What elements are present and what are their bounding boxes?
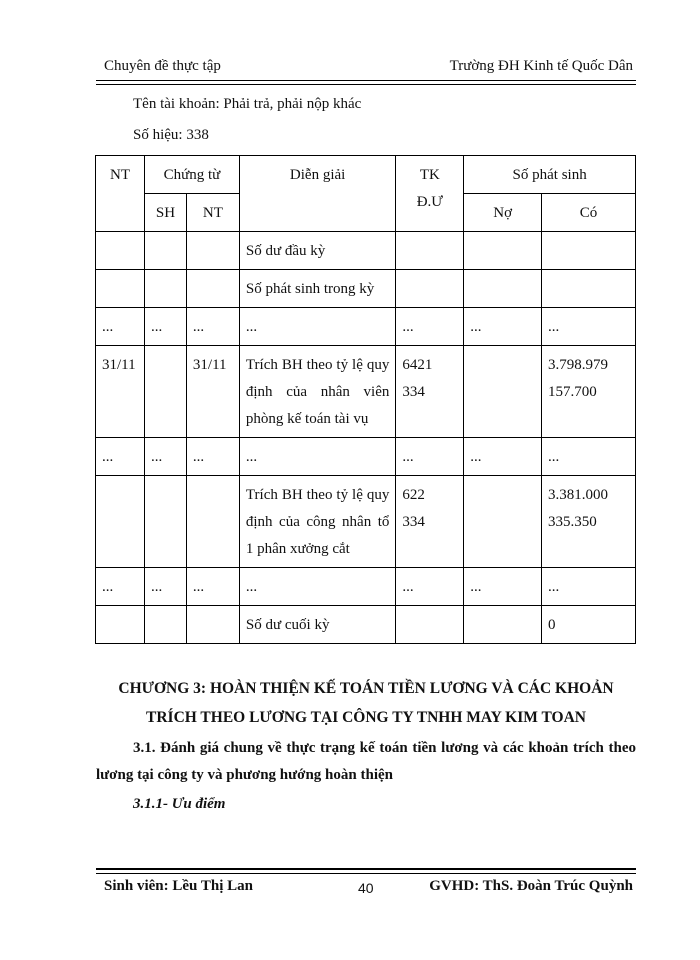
cell-nt2: ...: [186, 568, 239, 606]
cell-sh: [144, 476, 186, 568]
cell-sh: ...: [144, 308, 186, 346]
footer-rule-thin: [96, 873, 636, 874]
cell-tk-line2: 334: [402, 384, 425, 400]
cell-dien-giai: Số phát sinh trong kỳ: [239, 270, 395, 308]
cell-nt2: 31/11: [186, 346, 239, 438]
table-row: [96, 476, 636, 568]
table-row: [96, 568, 636, 606]
header-right-title: Trường ĐH Kinh tế Quốc Dân: [449, 58, 633, 74]
cell-sh: [144, 232, 186, 270]
cell-nt2: [186, 232, 239, 270]
cell-no: ...: [464, 308, 542, 346]
cell-nt: 31/11: [96, 346, 145, 438]
cell-tk-line1: 622: [402, 487, 425, 503]
cell-nt: [96, 476, 145, 568]
cell-co: [542, 232, 636, 270]
cell-tk: ...: [396, 438, 464, 476]
cell-dien-giai: Trích BH theo tỷ lệ quy định của công nhân tổ 1 phân xưởng cắt: [239, 476, 395, 568]
cell-dien-giai: ...: [239, 438, 395, 476]
cell-co: ...: [542, 308, 636, 346]
header-rule: [96, 80, 636, 81]
chapter-title-line1: CHƯƠNG 3: HOÀN THIỆN KẾ TOÁN TIỀN LƯƠNG VÀ CÁC KHOẢN: [118, 680, 614, 697]
cell-nt: [96, 270, 145, 308]
cell-no: [464, 346, 542, 438]
cell-nt: ...: [96, 308, 145, 346]
cell-tk-line1: 6421: [402, 357, 433, 373]
cell-co: ...: [542, 438, 636, 476]
account-code: Số hiệu: 338: [133, 127, 209, 143]
subsection-heading: 3.1.1- Ưu điểm: [133, 796, 226, 812]
cell-tk: [396, 346, 464, 438]
footer-advisor: GVHD: ThS. Đoàn Trúc Quỳnh: [429, 878, 633, 894]
col-header-nt: NT: [96, 156, 145, 232]
col-header-co: Có: [542, 194, 636, 232]
footer-student: Sinh viên: Lều Thị Lan: [104, 878, 253, 894]
cell-sh: ...: [144, 438, 186, 476]
cell-dien-giai: ...: [239, 308, 395, 346]
cell-co: [542, 346, 636, 438]
header-rule-thin: [96, 84, 636, 85]
cell-nt: [96, 232, 145, 270]
cell-dien-giai: Trích BH theo tỷ lệ quy định của nhân viên phòng kế toán tài vụ: [239, 346, 395, 438]
cell-co: [542, 476, 636, 568]
cell-co-line2: 335.350: [548, 514, 597, 530]
cell-tk: ...: [396, 308, 464, 346]
cell-no: ...: [464, 568, 542, 606]
table-row: [96, 270, 636, 308]
cell-nt2: [186, 606, 239, 644]
col-header-chung-tu: Chứng từ: [144, 156, 239, 194]
col-header-sh: SH: [144, 194, 186, 232]
cell-sh: [144, 270, 186, 308]
cell-nt: [96, 606, 145, 644]
cell-nt2: [186, 270, 239, 308]
account-name: Tên tài khoản: Phải trả, phải nộp khác: [133, 96, 362, 112]
cell-tk: ...: [396, 568, 464, 606]
col-header-tk: TK Đ.Ư: [396, 156, 464, 232]
cell-sh: [144, 606, 186, 644]
cell-tk-line2: 334: [402, 514, 425, 530]
cell-no: [464, 476, 542, 568]
col-header-so-phat-sinh: Số phát sinh: [464, 156, 636, 194]
chapter-title-line2: TRÍCH THEO LƯƠNG TẠI CÔNG TY TNHH MAY KIM TOAN: [146, 709, 586, 726]
cell-nt2: ...: [186, 438, 239, 476]
table-row: [96, 232, 636, 270]
cell-sh: [144, 346, 186, 438]
ledger-table: [95, 155, 636, 644]
cell-co: 0: [542, 606, 636, 644]
table-row: [96, 606, 636, 644]
cell-tk: [396, 476, 464, 568]
cell-no: ...: [464, 438, 542, 476]
cell-nt: ...: [96, 568, 145, 606]
cell-dien-giai: Số dư cuối kỳ: [239, 606, 395, 644]
cell-tk: [396, 606, 464, 644]
col-header-dien-giai: Diễn giải: [239, 156, 395, 232]
cell-tk: [396, 232, 464, 270]
cell-co: [542, 270, 636, 308]
table-row: [96, 438, 636, 476]
cell-co-line1: 3.381.000: [548, 487, 609, 503]
cell-no: [464, 606, 542, 644]
section-heading: 3.1. Đánh giá chung về thực trạng kế toán tiền lương và các khoản trích theo lương tại công ty và phương hướng hoàn thiện: [96, 740, 636, 783]
cell-nt2: [186, 476, 239, 568]
header-left-title: Chuyên đề thực tập: [104, 58, 221, 74]
col-header-no: Nợ: [464, 194, 542, 232]
cell-nt: ...: [96, 438, 145, 476]
cell-co-line1: 3.798.979: [548, 357, 609, 373]
footer-rule: [96, 868, 636, 870]
cell-no: [464, 232, 542, 270]
col-header-nt2: NT: [186, 194, 239, 232]
cell-tk: [396, 270, 464, 308]
cell-nt2: ...: [186, 308, 239, 346]
table-row: [96, 346, 636, 438]
table-header-row: [96, 156, 636, 194]
page-number: 40: [358, 880, 374, 896]
cell-co-line2: 157.700: [548, 384, 597, 400]
cell-sh: ...: [144, 568, 186, 606]
cell-dien-giai: Số dư đầu kỳ: [239, 232, 395, 270]
cell-no: [464, 270, 542, 308]
cell-dien-giai: ...: [239, 568, 395, 606]
cell-co: ...: [542, 568, 636, 606]
table-row: [96, 308, 636, 346]
